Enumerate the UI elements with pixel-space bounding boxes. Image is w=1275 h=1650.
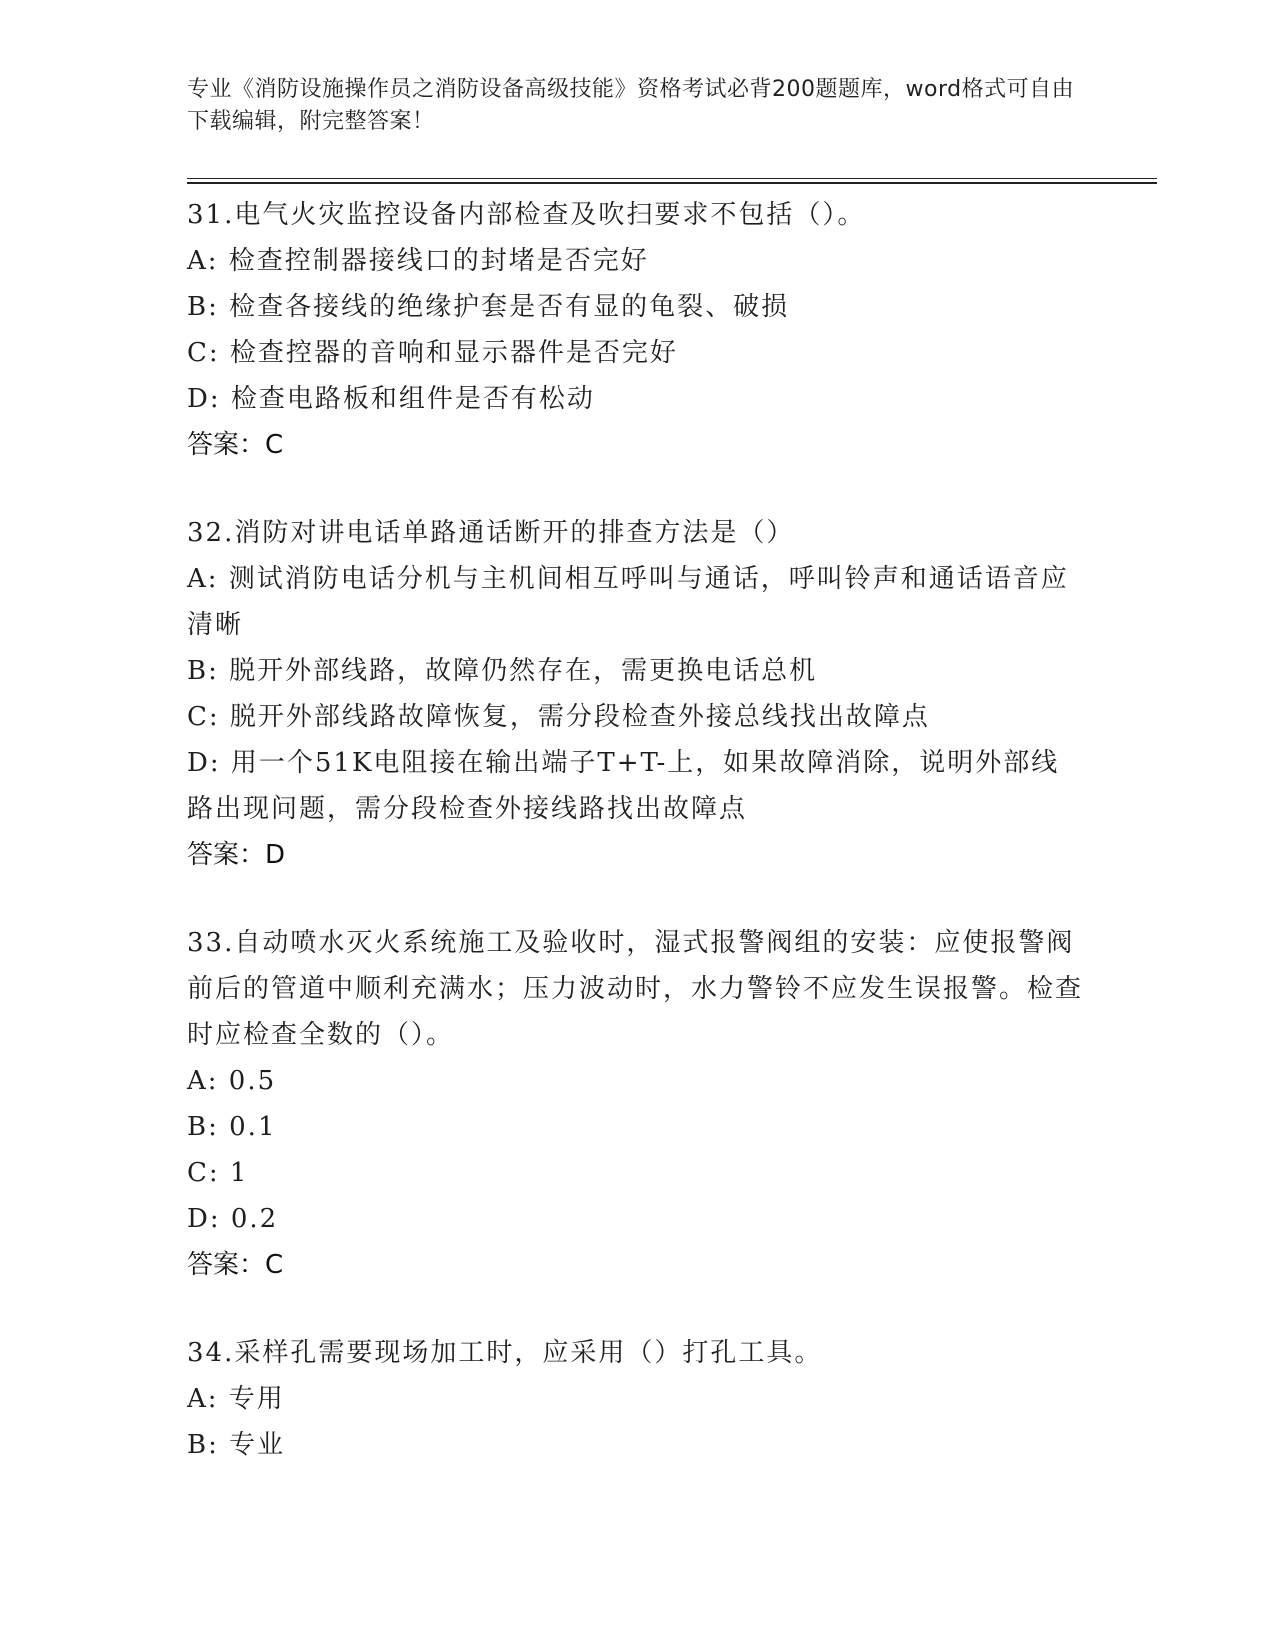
option-c: C: 检查控器的音响和显示器件是否完好 — [187, 338, 678, 368]
option-c: C: 脱开外部线路故障恢复，需分段检查外接总线找出故障点 — [187, 702, 930, 732]
answer: 答案：C — [187, 1250, 284, 1280]
option-d: D: 0.2 — [187, 1204, 279, 1234]
option-d: D: 检查电路板和组件是否有松动 — [187, 384, 595, 414]
option-b: B: 脱开外部线路，故障仍然存在，需更换电话总机 — [187, 656, 818, 686]
question-stem: 31.电气火灾监控设备内部检查及吹扫要求不包括（）。 — [187, 200, 866, 230]
option-a: A: 测试消防电话分机与主机间相互呼叫与通话，呼叫铃声和通话语音应清晰 — [187, 564, 1069, 640]
answer: 答案：D — [187, 840, 286, 870]
header-rule-thick — [187, 182, 1157, 184]
question-31 — [187, 192, 1087, 468]
option-d: D: 用一个51K电阻接在输出端子T+T-上，如果故障消除，说明外部线路出现问题，需分段检查外接线路找出故障点 — [187, 748, 1060, 824]
answer: 答案：C — [187, 430, 284, 460]
header-rule-thin — [187, 178, 1157, 179]
option-c: C: 1 — [187, 1158, 249, 1188]
question-stem: 33.自动喷水灭火系统施工及验收时，湿式报警阀组的安装：应使报警阀前后的管道中顺利充满水；压力波动时，水力警铃不应发生误报警。检查时应检查全数的（）。 — [187, 928, 1084, 1050]
option-a: A: 专用 — [187, 1384, 285, 1414]
question-33 — [187, 920, 1087, 1288]
option-b: B: 专业 — [187, 1430, 286, 1460]
option-a: A: 检查控制器接线口的封堵是否完好 — [187, 246, 649, 276]
question-stem: 32.消防对讲电话单路通话断开的排查方法是（） — [187, 518, 795, 548]
question-stem: 34.采样孔需要现场加工时，应采用（）打孔工具。 — [187, 1338, 823, 1368]
option-b: B: 检查各接线的绝缘护套是否有显的龟裂、破损 — [187, 292, 790, 322]
question-32 — [187, 510, 1087, 878]
question-list — [187, 192, 1087, 1510]
document-header: 专业《消防设施操作员之消防设备高级技能》资格考试必背200题题库，word格式可自由下载编辑，附完整答案！ — [187, 77, 1075, 134]
option-b: B: 0.1 — [187, 1112, 277, 1142]
option-a: A: 0.5 — [187, 1066, 277, 1096]
question-34 — [187, 1330, 1087, 1468]
